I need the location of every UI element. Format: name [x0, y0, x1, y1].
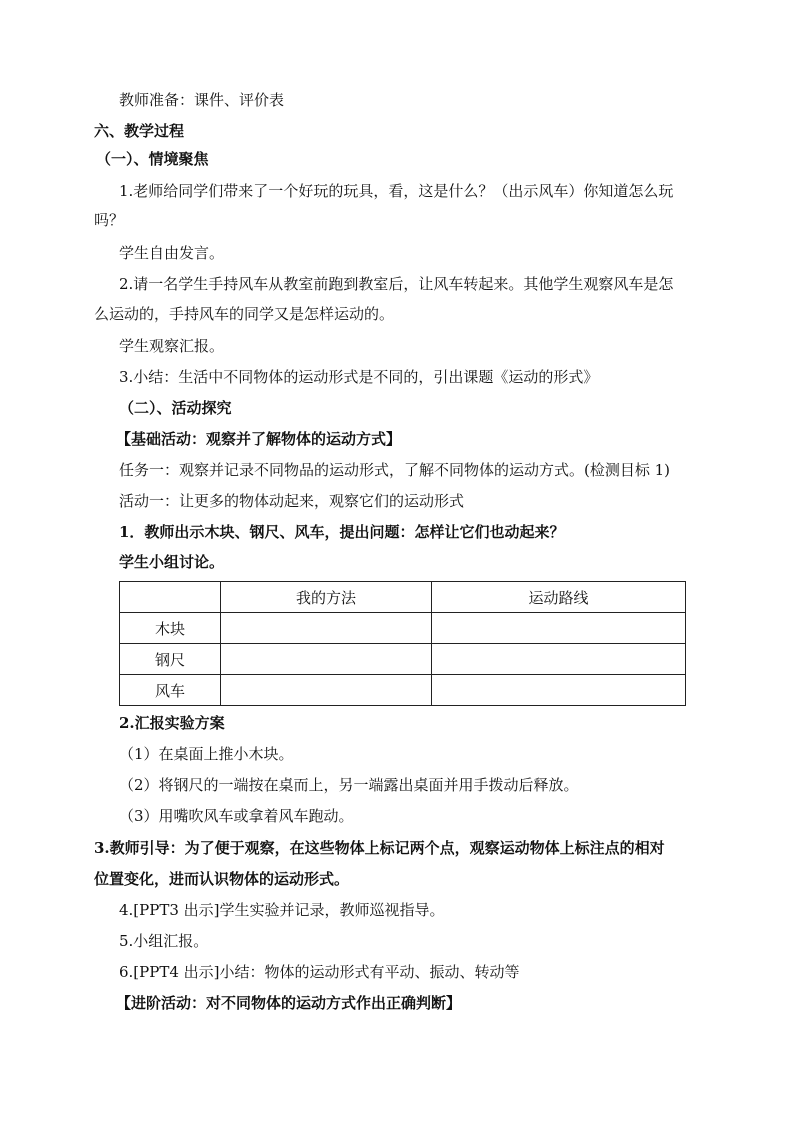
paragraph-line: 5.小组汇报。 [119, 932, 209, 950]
paragraph-line: （1）在桌面上推小木块。 [119, 745, 294, 763]
paragraph-line: 活动一：让更多的物体动起来，观察它们的运动形式 [119, 492, 465, 510]
paragraph-line: 4.[PPT3 出示]学生实验并记录，教师巡视指导。 [119, 901, 445, 919]
paragraph-line: 学生自由发言。 [119, 244, 225, 262]
paragraph-line: （2）将钢尺的一端按在桌而上，另一端露出桌面并用手拨动后释放。 [119, 776, 579, 794]
table-cell [432, 613, 686, 644]
paragraph-line: 2.汇报实验方案 [119, 714, 225, 732]
table-header-row [120, 582, 686, 613]
table-row [120, 613, 686, 644]
teacher-prep-text: 教师准备：课件、评价表 [119, 91, 285, 109]
table-cell: 风车 [120, 675, 221, 706]
table-cell: 钢尺 [120, 644, 221, 675]
subsection-heading: （一）、情境聚焦 [96, 150, 209, 168]
table-header-cell [120, 582, 221, 613]
paragraph-line: （3）用嘴吹风车或拿着风车跑动。 [119, 807, 354, 825]
paragraph-line: 任务一：观察并记录不同物品的运动形式，了解不同物体的运动方式。(检测目标 1) [119, 461, 671, 479]
activity-heading: 【基础活动：观察并了解物体的运动方式】 [116, 430, 402, 448]
paragraph-line: 1．教师出示木块、钢尺、风车，提出问题：怎样让它们也动起来？ [119, 523, 565, 541]
subsection-heading: （二）、活动探究 [119, 399, 232, 417]
paragraph-line: 么运动的，手持风车的同学又是怎样运动的。 [94, 305, 395, 323]
paragraph-line: 2.请一名学生手持风车从教室前跑到教室后，让风车转起来。其他学生观察风车是怎 [119, 275, 674, 293]
table-cell [432, 644, 686, 675]
paragraph-line: 位置变化，进而认识物体的运动形式。 [94, 870, 350, 888]
activity-heading: 【进阶活动：对不同物体的运动方式作出正确判断】 [116, 994, 462, 1012]
paragraph-line: 3.小结：生活中不同物体的运动形式是不同的，引出课题《运动的形式》 [119, 368, 599, 386]
paragraph-line: 学生观察汇报。 [119, 337, 225, 355]
paragraph-line: 6.[PPT4 出示]小结：物体的运动形式有平动、振动、转动等 [119, 963, 520, 981]
table-cell [432, 675, 686, 706]
table-header-cell: 运动路线 [432, 582, 686, 613]
paragraph-line: 1.老师给同学们带来了一个好玩的玩具，看，这是什么？（出示风车）你知道怎么玩 [119, 182, 674, 200]
table-cell [221, 613, 432, 644]
section-heading: 六、教学过程 [94, 122, 185, 140]
paragraph-line: 3.教师引导：为了便于观察，在这些物体上标记两个点，观察运动物体上标注点的相对 [94, 839, 665, 857]
method-table [119, 581, 686, 706]
table-cell [221, 675, 432, 706]
paragraph-line: 吗？ [94, 211, 125, 229]
paragraph-line: 学生小组讨论。 [119, 553, 225, 571]
table-row [120, 675, 686, 706]
table-cell: 木块 [120, 613, 221, 644]
table-cell [221, 644, 432, 675]
table-header-cell: 我的方法 [221, 582, 432, 613]
table-row [120, 644, 686, 675]
